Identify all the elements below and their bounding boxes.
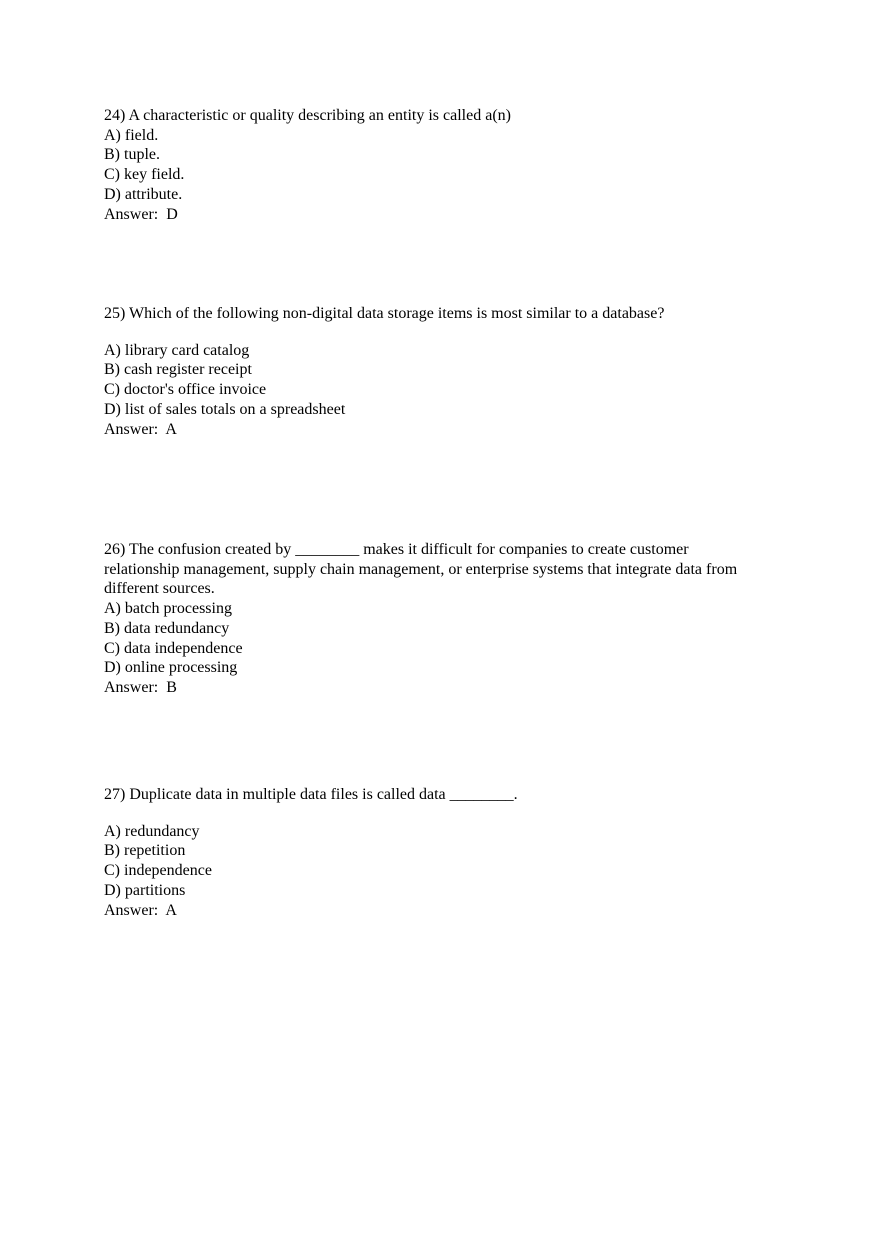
option-a: A) redundancy — [104, 822, 200, 840]
question-stem: 25) Which of the following non-digital data storage items is most similar to a database? — [104, 305, 665, 322]
question-stem: 26) The confusion created by ________ makes it difficult for companies to create customer relationship management, supply chain management, or enterprise systems that integrate data from different sources. — [104, 541, 738, 598]
option-c: C) data independence — [104, 639, 243, 657]
option-b: B) tuple. — [104, 146, 160, 164]
answer-line: Answer: B — [104, 678, 177, 696]
option-d: D) online processing — [104, 659, 238, 677]
answer-line: Answer: A — [104, 901, 177, 919]
option-b: B) data redundancy — [104, 619, 230, 637]
question-26 — [104, 540, 764, 698]
option-d: D) partitions — [104, 881, 186, 899]
option-d: D) attribute. — [104, 185, 183, 203]
question-24 — [104, 106, 764, 224]
option-b: B) cash register receipt — [104, 361, 252, 379]
option-c: C) key field. — [104, 166, 185, 184]
option-c: C) doctor's office invoice — [104, 381, 267, 399]
option-a: A) batch processing — [104, 600, 232, 618]
option-a: A) field. — [104, 126, 159, 144]
question-27 — [104, 785, 764, 920]
answer-line: Answer: D — [104, 205, 178, 223]
option-b: B) repetition — [104, 842, 186, 860]
question-stem: 27) Duplicate data in multiple data files is called data ________. — [104, 786, 518, 803]
option-a: A) library card catalog — [104, 341, 250, 359]
answer-line: Answer: A — [104, 420, 177, 438]
question-stem: 24) A characteristic or quality describing an entity is called a(n) — [104, 107, 511, 124]
option-c: C) independence — [104, 862, 212, 880]
option-d: D) list of sales totals on a spreadsheet — [104, 400, 346, 418]
question-25 — [104, 304, 764, 439]
